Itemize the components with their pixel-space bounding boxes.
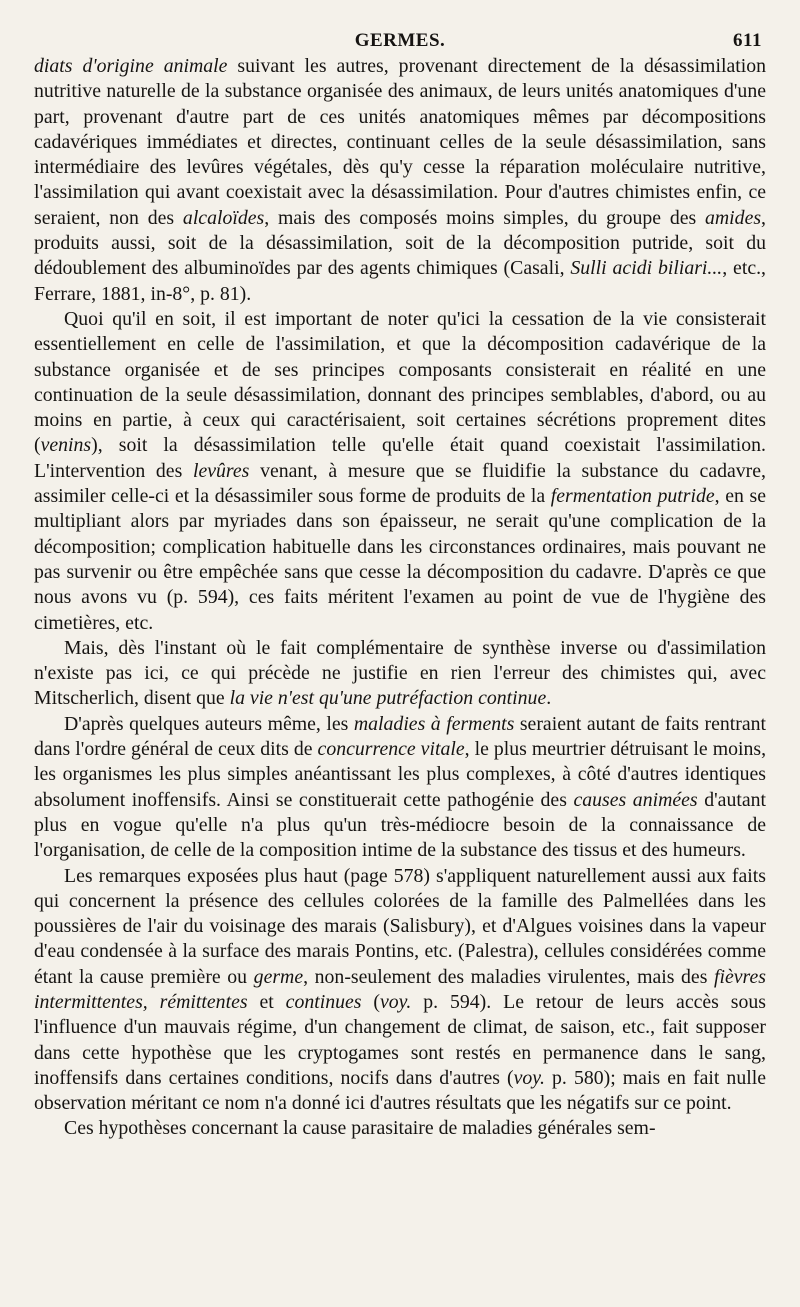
text-run: d'autant plus en vogue qu'elle n'a plus qu'un très-médiocre besoin de la connaissance de l'organisation, de celle de la composition intime de la substance des tissus et des humeurs. bbox=[34, 788, 767, 862]
text-run: D'après quelques auteurs même, les bbox=[64, 712, 354, 735]
text-run: p. 594). Le retour de leurs accès sous l'influence d'un mauvais régime, d'un changement de climat, de saison, etc., fait supposer dans cette hypothèse que les cryptogames sont restés en permanence dans le sang, inoffensifs dans certaines conditions, nocifs dans d'autres ( bbox=[34, 990, 766, 1089]
text-run: , le plus meurtrier détruisant le moins, les organismes les plus simples anéantissant les plus complexes, à côté d'autres identiques absolument inoffensifs. Ainsi se constituerait cette pathogénie des bbox=[34, 738, 767, 811]
italic-text: maladies à ferments bbox=[353, 712, 515, 735]
running-header bbox=[34, 24, 766, 54]
italic-text: levûres bbox=[192, 459, 250, 482]
italic-text: germe bbox=[253, 965, 304, 988]
paragraph bbox=[34, 307, 766, 636]
paragraph bbox=[34, 864, 766, 1117]
italic-text: fermentation putride bbox=[550, 485, 715, 508]
paragraph bbox=[34, 1116, 766, 1141]
paragraph bbox=[34, 54, 766, 307]
text-run: , produits aussi, soit de la désassimilation, soit de la décomposition putride, soit du dédoublement des albuminoïdes par des agents chimiques (Casali, bbox=[34, 206, 766, 280]
page-number: 611 bbox=[733, 30, 762, 51]
text-run: Ces hypothèses concernant la cause parasitaire de maladies générales sem- bbox=[64, 1117, 656, 1140]
text-run: Mais, dès l'instant où le fait complémentaire de synthèse inverse ou d'assimilation n'existe pas ici, ce qui précède ne justifie en rien l'erreur des chimistes qui, avec Mitscherlich, disent que bbox=[34, 636, 766, 710]
text-run: . bbox=[546, 687, 552, 710]
paragraph bbox=[34, 636, 766, 712]
text-run: , etc., Ferrare, 1881, in-8°, p. 81). bbox=[34, 257, 767, 305]
italic-text: fièvres intermittentes, rémittentes bbox=[34, 965, 766, 1013]
italic-text: alcaloïdes bbox=[182, 206, 265, 229]
text-run: suivant les autres, provenant directement de la désassimilation nutritive naturelle de la substance organisée des animaux, de leurs unités anatomiques d'une part, provenant d'autre part de ces unités anatomiques mêmes par décompositions cadavériques immédiates et directes, continuant celles de la seule désassimilation, sans intermédiaire des levûres végétales, dès qu'y cesse la réparation moléculaire nutritive, l'assimilation qui avant coexistait avec la désassimilation. Pour d'autres chimistes enfin, ce seraient, non des bbox=[34, 55, 766, 229]
italic-text: la vie n'est qu'une putréfaction continue bbox=[229, 687, 547, 710]
italic-text: concurrence vitale bbox=[317, 738, 465, 761]
text-run: p. 580); mais en fait nulle observation méritant ce nom n'a donné ici d'autres résultats que les négatifs sur ce point. bbox=[34, 1066, 766, 1115]
text-run: seraient autant de faits rentrant dans l'ordre général de ceux dits de bbox=[34, 712, 766, 761]
running-title: GERMES. bbox=[354, 30, 446, 51]
body-text bbox=[34, 54, 766, 1142]
text-run: ( bbox=[361, 990, 380, 1013]
italic-text: continues bbox=[285, 990, 362, 1013]
italic-text: venins bbox=[40, 434, 92, 457]
italic-text: voy. bbox=[380, 990, 412, 1013]
text-run: Les remarques exposées plus haut (page 578) s'appliquent naturellement aussi aux faits qui concernent la présence des cellules colorées de la famille des Palmellées dans les poussières de l'air du voisinage des marais (Salisbury), et d'Algues voisines dans la vapeur d'eau condensée à la surface des marais Pontins, etc. (Palestra), cellules considérées comme étant la cause première ou bbox=[34, 864, 766, 988]
italic-text: voy. bbox=[513, 1066, 545, 1089]
text-run: ), soit la désassimilation telle qu'elle était quand coexistait l'assimilation. L'intervention des bbox=[34, 434, 766, 482]
text-run: et bbox=[247, 990, 286, 1013]
italic-text: Sulli acidi biliari... bbox=[570, 257, 723, 280]
text-run: venant, à mesure que se fluidifie la substance du cadavre, assimiler celle-ci et la désassimiler sous forme de produits de la bbox=[34, 459, 766, 508]
italic-text: diats d'origine animale bbox=[34, 55, 228, 77]
paragraph bbox=[34, 712, 766, 864]
text-run: , mais des composés moins simples, du groupe des bbox=[264, 206, 705, 229]
italic-text: causes animées bbox=[573, 788, 698, 811]
italic-text: amides bbox=[705, 206, 762, 229]
text-run: , non-seulement des maladies virulentes, mais des bbox=[303, 965, 714, 988]
text-run: , en se multipliant alors par myriades dans son épaisseur, ne serait qu'une complication de la décomposition; complication habituelle dans les circonstances ordinaires, mais pouvant ne pas survenir ou être empêchée sans que cesse la décomposition du cadavre. D'après ce que nous avons vu (p. 594), ces faits méritent l'examen au point de vue de l'hygiène des cimetières, etc. bbox=[34, 485, 766, 634]
text-run: Quoi qu'il en soit, il est important de noter qu'ici la cessation de la vie consisterait essentiellement en celle de l'assimilation, et que la décomposition cadavérique de la substance organisée et de ses principes composants consisterait en réalité en une continuation de la seule désassimilation, donnant des principes semblables, d'abord, ou au moins en partie, à ceux qui caractérisaient, soit certaines sécrétions proprement dites ( bbox=[34, 307, 766, 457]
